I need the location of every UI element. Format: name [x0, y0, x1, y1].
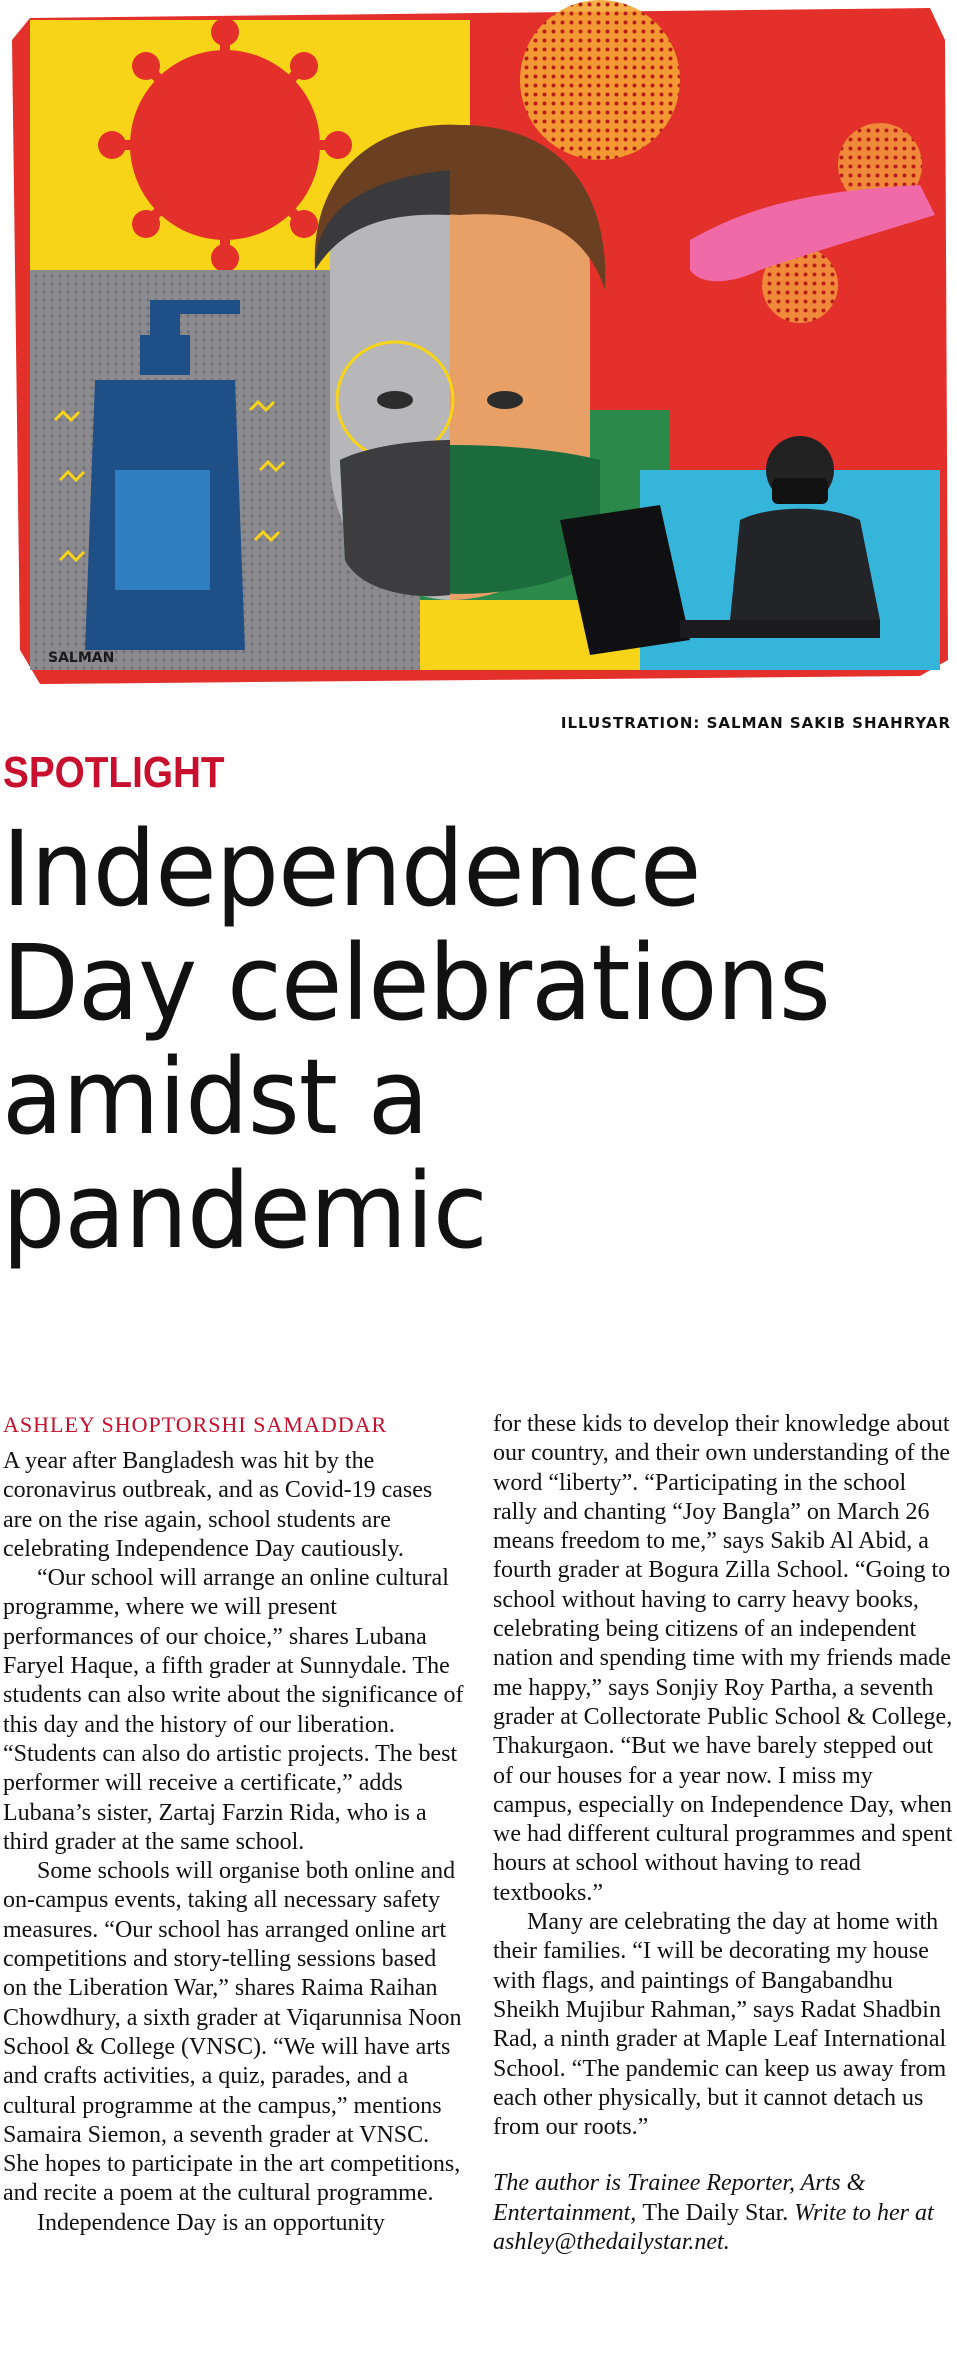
- paragraph: Many are celebrating the day at home with their families. “I will be decorating my house with flags, and paintings of Bangabandhu Sheikh Mujibur Rahman,” says Radat Shadbin Rad, a ninth grader at Maple Leaf International School. “The pandemic can keep us away from each other physically, but it cannot detach us from our roots.”: [493, 1909, 947, 2141]
- author-byline[interactable]: ASHLEY SHOPTORSHI SAMADDAR: [3, 1412, 388, 1437]
- body-column-right: [493, 1410, 955, 2257]
- author-note-text: The author is Trainee Reporter, Arts & Entertainment,: [493, 2170, 866, 2226]
- paragraph: “Our school will arrange an online cultural programme, where we will present performances of our choice,” shares Lubana Faryel Haque, a fifth grader at Sunnydale. The students can also write about the significance of this day and the history of our liberation. “Students can also do artistic projects. The best performer will receive a certificate,” adds Lubana’s sister, Zartaj Farzin Rida, who is a third grader at the same school.: [3, 1565, 464, 1855]
- body-column-left: [3, 1410, 465, 2238]
- paragraph: A year after Bangladesh was hit by the coronavirus outbreak, and as Covid-19 cases are on the rise again, school students are celebrating Independence Day cautiously.: [3, 1448, 433, 1562]
- section-kicker: SPOTLIGHT: [3, 748, 225, 797]
- article-headline: Independence Day celebrations amidst a pandemic: [2, 808, 830, 1272]
- publication-name: The Daily Star.: [642, 2199, 789, 2226]
- paragraph: Independence Day is an opportunity: [37, 2209, 385, 2236]
- article-body: [0, 1410, 957, 2360]
- artist-signature: SALMAN: [48, 650, 115, 666]
- illustration-credit: ILLUSTRATION: SALMAN SAKIB SHAHRYAR: [560, 714, 951, 732]
- author-contact[interactable]: Write to her at ashley@thedailystar.net.: [493, 2199, 934, 2256]
- paragraph: Some schools will organise both online and on-campus events, taking all necessary safety measures. “Our school has arranged online art competitions and story-telling sessions based on the Liberation War,” shares Raima Raihan Chowdhury, a sixth grader at Viqarunnisa Noon School & College (VNSC). “We will have arts and crafts activities, a quiz, parades, and a cultural programme at the campus,” mentions Samaira Siemon, a seventh grader at VNSC. She hopes to participate in the art competitions, and recite a poem at the cultural programme.: [3, 1858, 462, 2207]
- article-illustration: [0, 0, 957, 690]
- child-mask-illustration-icon: [0, 0, 957, 690]
- author-note: [493, 2169, 955, 2257]
- paragraph: for these kids to develop their knowledge about our country, and their own understanding of the word “liberty”. “Participating in the school rally and chanting “Joy Bangla” on March 26 means freedom to me,” says Sakib Al Abid, a fourth grader at Bogura Zilla School. “Going to school without having to carry heavy books, celebrating being citizens of an independent nation and spending time with my friends made me happy,” says Sonjiy Roy Partha, a seventh grader at Collectorate Public School & College, Thakurgaon. “But we have barely stepped out of our houses for a year now. I miss my campus, especially on Independence Day, when we had different cultural programmes and spent hours at school without having to read textbooks.”: [493, 1411, 953, 1906]
